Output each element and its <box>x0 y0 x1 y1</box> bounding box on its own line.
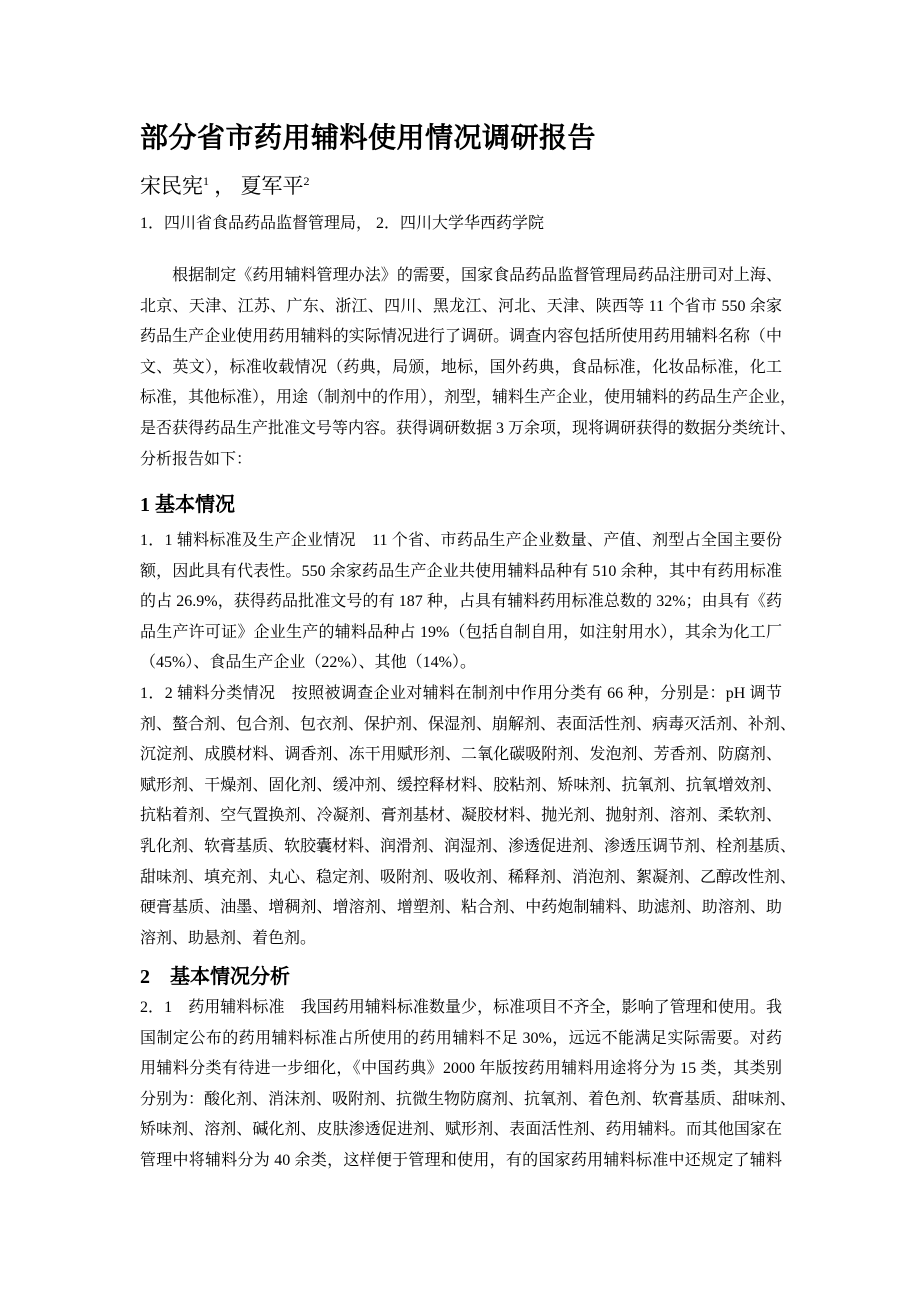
text-line: 标准，其他标准），用途（制剂中的作用），剂型，辅料生产企业，使用辅料的药品生产企业， <box>140 389 797 407</box>
text-line: 的占 26.9%，获得药品批准文号的有 187 种，占具有辅料药用标准总数的 32%；由具有《药 <box>140 593 782 611</box>
text-line: 溶剂、助悬剂、着色剂。 <box>140 929 317 947</box>
section-2-heading: 2 基本情况分析 <box>140 966 290 988</box>
text-line: 1．1 辅料标准及生产企业情况 11 个省、市药品生产企业数量、产值、剂型占全国主要份 <box>140 532 782 549</box>
text-line: 北京、天津、江苏、广东、浙江、四川、黑龙江、河北、天津、陕西等 11 个省市 550 余家 <box>140 297 782 315</box>
authors <box>140 170 310 200</box>
text-line: 国制定公布的药用辅料标准占所使用的药用辅料不足 30%，远远不能满足实际需要。对药 <box>140 1029 782 1047</box>
author-2-affil: 2 <box>303 174 310 188</box>
section-1-2-paragraph <box>140 679 797 954</box>
text-line: 文、英文），标准收载情况（药典，局颁，地标，国外药典，食品标准，化妆品标准，化工 <box>140 358 782 376</box>
text-line: 剂、螯合剂、包合剂、包衣剂、保护剂、保湿剂、崩解剂、表面活性剂、病毒灭活剂、补剂、 <box>140 715 797 733</box>
author-2: 夏军平 <box>240 174 304 198</box>
text-line: 沉淀剂、成膜材料、调香剂、冻干用赋形剂、二氧化碳吸附剂、发泡剂、芳香剂、防腐剂、 <box>140 746 782 764</box>
text-line: 用辅料分类有待进一步细化，《中国药典》2000 年版按药用辅料用途将分为 15 类，其类别 <box>140 1060 782 1078</box>
section-2-1-paragraph <box>140 993 797 1177</box>
text-line: 管理中将辅料分为 40 余类，这样便于管理和使用，有的国家药用辅料标准中还规定了辅料 <box>140 1151 782 1169</box>
text-line: 根据制定《药用辅料管理办法》的需要，国家食品药品监督管理局药品注册司对上海、 <box>140 267 782 284</box>
text-line: 分析报告如下： <box>140 450 253 468</box>
text-line: 赋形剂、干燥剂、固化剂、缓冲剂、缓控释材料、胶粘剂、矫味剂、抗氧剂、抗氧增效剂、 <box>140 776 782 794</box>
section-1-1-paragraph <box>140 526 782 679</box>
text-line: 是否获得药品生产批准文号等内容。获得调研数据 3 万余项，现将调研获得的数据分类统计、 <box>140 419 797 437</box>
affiliations: 1．四川省食品药品监督管理局， 2．四川大学华西药学院 <box>140 215 545 232</box>
intro-paragraph <box>140 261 797 475</box>
text-line: 甜味剂、填充剂、丸心、稳定剂、吸附剂、吸收剂、稀释剂、消泡剂、絮凝剂、乙醇改性剂、 <box>140 868 797 886</box>
text-line: 乳化剂、软膏基质、软胶囊材料、润滑剂、润湿剂、渗透促进剂、渗透压调节剂、栓剂基质、 <box>140 837 797 855</box>
document-title: 部分省市药用辅料使用情况调研报告 <box>140 123 597 154</box>
text-line: 品生产许可证》企业生产的辅料品种占 19%（包括自制自用，如注射用水），其余为化工厂 <box>140 623 782 641</box>
text-line: 2．1 药用辅料标准 我国药用辅料标准数量少，标准项目不齐全，影响了管理和使用。我 <box>140 999 782 1016</box>
text-line: （45%）、食品生产企业（22%）、其他（14%）。 <box>140 654 476 672</box>
section-1-heading: 1 基本情况 <box>140 494 235 516</box>
text-line: 额，因此具有代表性。550 余家药品生产企业共使用辅料品种有 510 余种，其中有药用标准 <box>140 562 782 580</box>
text-line: 1．2 辅料分类情况 按照被调查企业对辅料在制剂中作用分类有 66 种，分别是：pH 调节 <box>140 685 782 702</box>
author-1: 宋民宪 <box>140 174 203 198</box>
text-line: 抗粘着剂、空气置换剂、冷凝剂、膏剂基材、凝胶材料、抛光剂、抛射剂、溶剂、柔软剂、 <box>140 807 782 825</box>
text-line: 分别为：酸化剂、消沫剂、吸附剂、抗微生物防腐剂、抗氧剂、着色剂、软膏基质、甜味剂、 <box>140 1090 797 1108</box>
text-line: 药品生产企业使用药用辅料的实际情况进行了调研。调查内容包括所使用药用辅料名称（中 <box>140 328 782 346</box>
author-1-affil: 1 <box>203 174 209 188</box>
text-line: 硬膏基质、油墨、增稠剂、增溶剂、增塑剂、粘合剂、中药炮制辅料、助滤剂、助溶剂、助 <box>140 899 782 917</box>
author-separator: ， <box>214 174 236 198</box>
text-line: 矫味剂、溶剂、碱化剂、皮肤渗透促进剂、赋形剂、表面活性剂、药用辅料。而其他国家在 <box>140 1121 782 1139</box>
